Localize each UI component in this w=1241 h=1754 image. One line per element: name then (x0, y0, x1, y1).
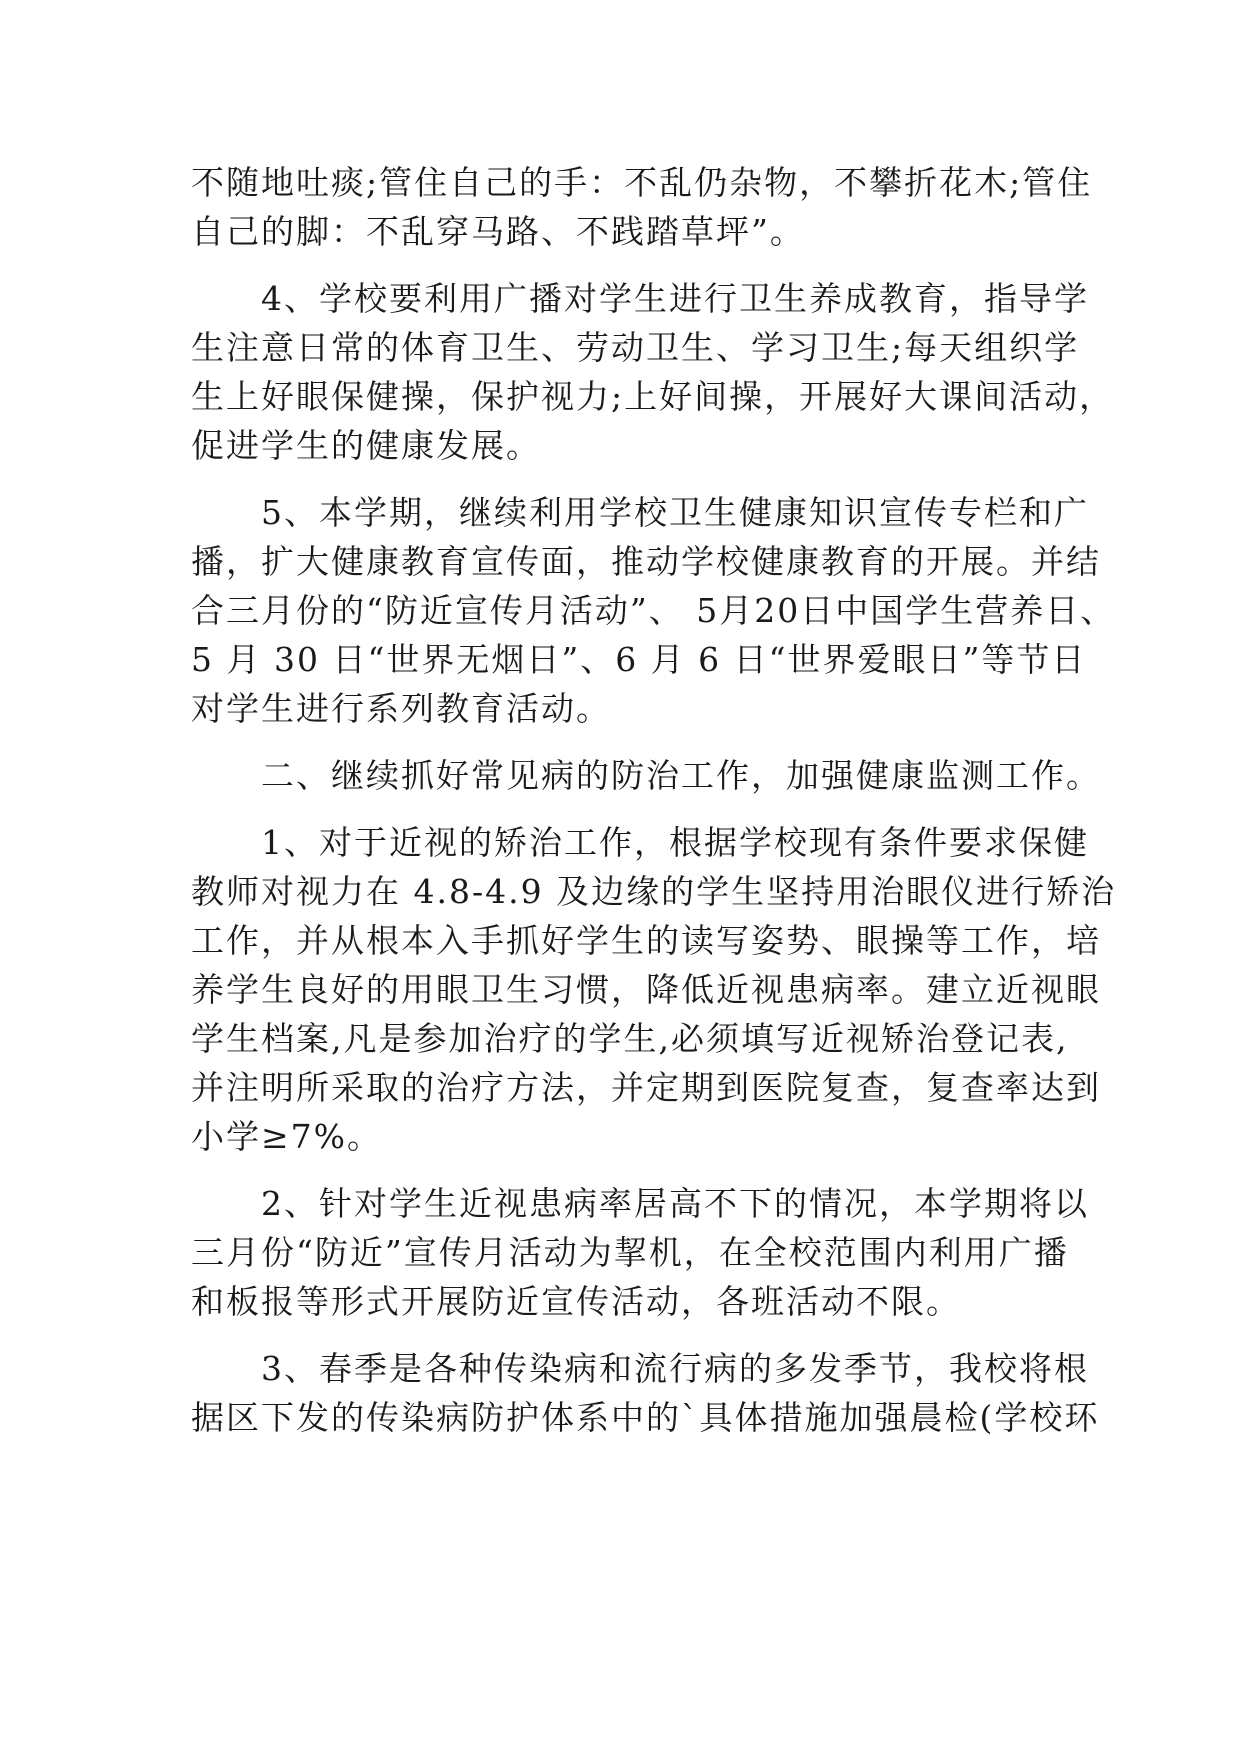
text-line: 和板报等形式开展防近宣传活动，各班活动不限。 (191, 1282, 961, 1321)
text-line: 促进学生的健康发展。 (191, 426, 541, 465)
paragraph-item-1: 1、对于近视的矫治工作，根据学校现有条件要求保健 (191, 823, 1089, 862)
text-line: 不随地吐痰;管住自己的手：不乱仍杂物，不攀折花木;管住 (191, 163, 1093, 202)
text-line: 合三月份的“防近宣传月活动”、 5月20日中国学生营养日、 (191, 591, 1116, 630)
text-line: 学生档案,凡是参加治疗的学生,必须填写近视矫治登记表, (191, 1019, 1069, 1058)
document-body (191, 158, 1117, 1442)
section-heading: 二、继续抓好常见病的防治工作，加强健康监测工作。 (191, 756, 1101, 795)
paragraph-item-3: 3、春季是各种传染病和流行病的多发季节，我校将根 (191, 1349, 1089, 1388)
text-line: 播，扩大健康教育宣传面，推动学校健康教育的开展。并结 (191, 542, 1101, 581)
text-line: 5 月 30 日“世界无烟日”、6 月 6 日“世界爱眼日”等节日 (191, 640, 1087, 679)
text-line: 教师对视力在 4.8-4.9 及边缘的学生坚持用治眼仪进行矫治 (191, 872, 1117, 911)
paragraph-item-4: 4、学校要利用广播对学生进行卫生养成教育，指导学 (191, 279, 1089, 318)
text-line: 对学生进行系列教育活动。 (191, 689, 611, 728)
text-line: 小学≥7%。 (191, 1117, 383, 1156)
text-line: 三月份“防近”宣传月活动为挈机，在全校范围内利用广播 (191, 1233, 1069, 1272)
text-line: 养学生良好的用眼卫生习惯，降低近视患病率。建立近视眼 (191, 970, 1101, 1009)
text-line: 生上好眼保健操，保护视力;上好间操，开展好大课间活动， (191, 377, 1115, 416)
text-line: 自己的脚：不乱穿马路、不践踏草坪”。 (191, 212, 805, 251)
text-line: 生注意日常的体育卫生、劳动卫生、学习卫生;每天组织学 (191, 328, 1080, 367)
paragraph-item-5: 5、本学期，继续利用学校卫生健康知识宣传专栏和广 (191, 493, 1089, 532)
text-line: 据区下发的传染病防护体系中的`具体措施加强晨检(学校环 (191, 1398, 1100, 1437)
paragraph-item-2: 2、针对学生近视患病率居高不下的情况，本学期将以 (191, 1184, 1089, 1223)
text-line: 并注明所采取的治疗方法，并定期到医院复查，复查率达到 (191, 1068, 1101, 1107)
text-line: 工作，并从根本入手抓好学生的读写姿势、眼操等工作，培 (191, 921, 1101, 960)
